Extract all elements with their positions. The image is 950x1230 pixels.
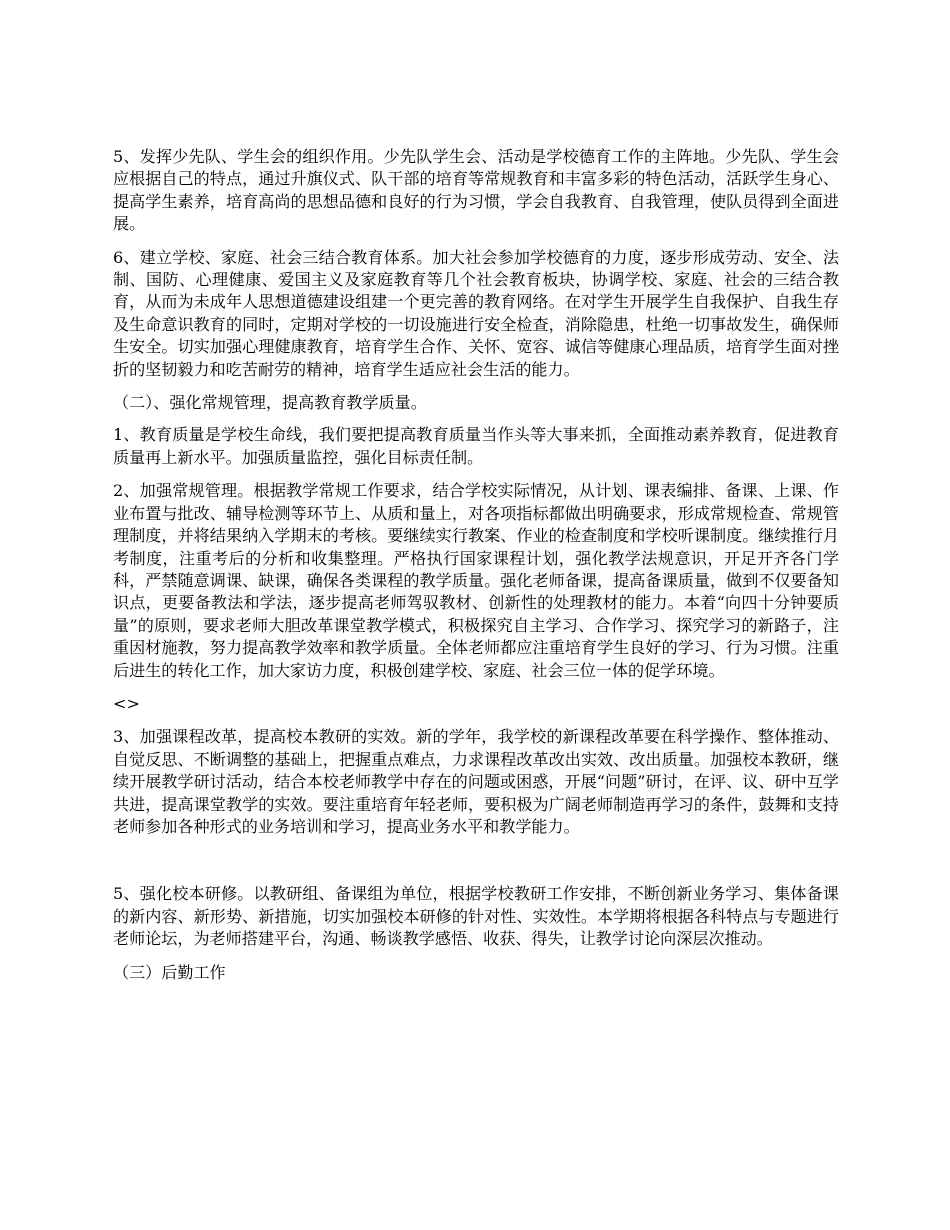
paragraph-school-based-research: 5、强化校本研修。以教研组、备课组为单位，根据学校教研工作安排，不断创新业务学习、集体备课的新内容、新形势、新措施，切实加强校本研修的针对性、实效性。本学期将根据各科特点与专题进行老师论坛，为老师搭建平台，沟通、畅谈教学感悟、收获、得失，让教学讨论向深层次推动。 [113,884,839,949]
section-heading-logistics: （三）后勤工作 [113,962,226,982]
paragraph-marker: <> [113,693,140,713]
paragraph-young-pioneers: 5、发挥少先队、学生会的组织作用。少先队学生会、活动是学校德育工作的主阵地。少先队、学生会应根据自己的特点，通过升旗仪式、队干部的培育等常规教育和丰富多彩的特色活动，活跃学生身心、提高学生素养，培育高尚的思想品德和良好的行为习惯，学会自我教育、自我管理，使队员得到全面进展。 [113,147,839,234]
blank-gap [113,849,839,883]
paragraph-education-quality: 1、教育质量是学校生命线，我们要把提高教育质量当作头等大事来抓，全面推动素养教育，促进教育质量再上新水平。加强质量监控，强化目标责任制。 [113,425,839,467]
paragraph-routine-management: 2、加强常规管理。根据教学常规工作要求，结合学校实际情况，从计划、课表编排、备课、上课、作业布置与批改、辅导检测等环节上、从质和量上，对各项指标都做出明确要求，形成常规检查、常规管理制度，并将结果纳入学期末的考核。要继续实行教案、作业的检查制度和学校听课制度。继续推行月考制度，注重考后的分析和收集整理。严格执行国家课程计划，强化教学法规意识，开足开齐各门学科，严禁随意调课、缺课，确保各类课程的教学质量。强化老师备课，提高备课质量，做到不仅要备知识点，更要备教法和学法，逐步提高老师驾驭教材、创新性的处理教材的能力。本着“向四十分钟要质量”的原则，要求老师大胆改革课堂教学模式，积极探究自主学习、合作学习、探究学习的新路子，注重因材施教，努力提高教学效率和教学质量。全体老师都应注重培育学生良好的学习、行为习惯。注重后进生的转化工作，加大家访力度，积极创建学校、家庭、社会三位一体的促学环境。 [113,481,839,680]
paragraph-three-way-education: 6、建立学校、家庭、社会三结合教育体系。加大社会参加学校德育的力度，逐步形成劳动、安全、法制、国防、心理健康、爱国主义及家庭教育等几个社会教育板块，协调学校、家庭、社会的三结合教育，从而为未成年人思想道德建设组建一个更完善的教育网络。在对学生开展学生自我保护、自我生存及生命意识教育的同时，定期对学校的一切设施进行安全检查，消除隐患，杜绝一切事故发生，确保师生安全。切实加强心理健康教育，培育学生合作、关怀、宽容、诚信等健康心理品质，培育学生面对挫折的坚韧毅力和吃苦耐劳的精神，培育学生适应社会生活的能力。 [113,247,839,379]
paragraph-curriculum-reform: 3、加强课程改革，提高校本教研的实效。新的学年，我学校的新课程改革要在科学操作、整体推动、自觉反思、不断调整的基础上，把握重点难点，力求课程改革改出实效、改出质量。加强校本教研，继续开展教学研讨活动，结合本校老师教学中存在的问题或困惑，开展“问题”研讨，在评、议、研中互学共进，提高课堂教学的实效。要注重培育年轻老师，要积极为广阔老师制造再学习的条件，鼓舞和支持老师参加各种形式的业务培训和学习，提高业务水平和教学能力。 [113,727,839,836]
document-page [113,146,839,994]
section-heading-routine-management: （二）、强化常规管理，提高教育教学质量。 [113,393,427,413]
